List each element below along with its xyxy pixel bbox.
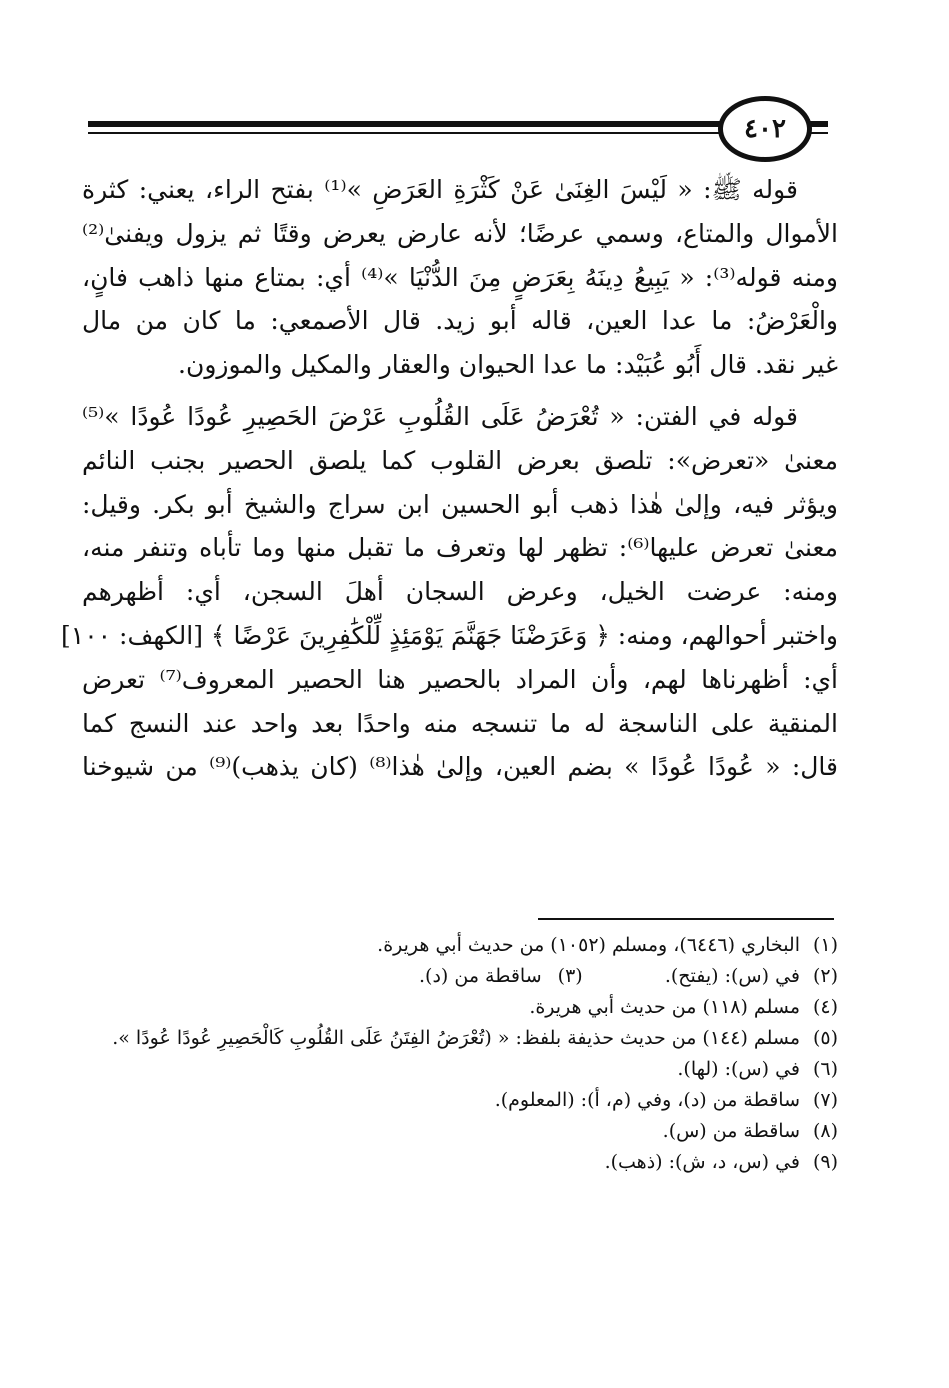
header-rule-thick [88, 121, 828, 127]
footnote-item [82, 961, 838, 992]
text-line: أي: أظهرناها لهم، وأن المراد بالحصير هنا الحصير المعروف⁽⁷⁾ تعرض [82, 664, 839, 694]
footnote-number: (١) [812, 934, 838, 956]
footnote-number: (٨) [812, 1120, 838, 1142]
footnote-item [82, 1085, 838, 1116]
main-text [61, 168, 839, 789]
footnote-text: البخاري (٦٤٤٦)، ومسلم (١٠٥٢) من حديث أبي هريرة. [377, 934, 800, 956]
text-line: ومنه: عرضت الخيل، وعرض السجان أهلَ السجن، أي: أظهرهم [82, 577, 838, 607]
footnotes [82, 930, 838, 1178]
footnote-separator [538, 918, 834, 920]
footnote-number: (٦) [812, 1058, 838, 1080]
footnote-item [82, 1116, 838, 1147]
footnote-number-inline: (٣) [557, 965, 583, 987]
text-line: واختبر أحوالهم، ومنه: ﴿ وَعَرَضْنَا جَهَنَّمَ يَوْمَئِذٍ لِّلْكَٰفِرِينَ عَرْضًا ﴾ [الكهف: ١٠٠] [61, 620, 838, 650]
text-line: غير نقد. قال أَبُو عُبَيْد: ما عدا الحيوان والعقار والمكيل والموزون. [178, 350, 838, 380]
text-line: ويؤثر فيه، وإلىٰ هٰذا ذهب أبو الحسين ابن سراج والشيخ أبو بكر. وقيل: [82, 489, 838, 519]
header-rule-thin [88, 132, 828, 134]
text-line: ومنه قوله⁽³⁾: « يَبِيعُ دِينَهُ بِعَرَضٍ مِنَ الدُّنْيَا »⁽⁴⁾ أي: بمتاع منها ذاهب فانٍ، [82, 262, 839, 292]
footnote-item [82, 1023, 838, 1054]
footnote-item [82, 1147, 838, 1178]
footnote-text: في (س، د، ش): (ذهب). [604, 1151, 800, 1173]
footnote-text: مسلم (١٤٤) من حديث حذيفة بلفظ: « (تُعْرَضُ الفِتَنُ عَلَى القُلُوبِ كَالْحَصِيرِ عُودًا عُودًا ». [112, 1027, 800, 1049]
page-number: ٤٠٢ [744, 114, 786, 144]
text-line: معنىٰ «تعرض»: تلصق بعرض القلوب كما يلصق الحصير بجنب النائم [82, 445, 838, 475]
footnote-text: ساقطة من (س). [662, 1120, 800, 1142]
text-line: قوله في الفتن: « تُعْرَضُ عَلَى القُلُوبِ عَرْضَ الحَصِيرِ عُودًا عُودًا »⁽⁵⁾ [82, 401, 798, 431]
footnote-number: (٩) [812, 1151, 838, 1173]
text-line: قال: « عُودًا عُودًا » بضم العين، وإلىٰ هٰذا⁽⁸⁾ (كان يذهب)⁽⁹⁾ من شيوخنا [82, 752, 838, 782]
footnote-text: في (س): (لها). [677, 1058, 800, 1080]
text-line: المنقية على الناسجة له ما تنسجه منه واحدًا بعد واحد عند النسج كما [82, 708, 838, 738]
page-number-badge [718, 96, 812, 162]
text-line: والْعَرْضُ: ما عدا العين، قاله أبو زيد. قال الأصمعي: ما كان من مال [82, 306, 838, 336]
footnote-number: (٧) [812, 1089, 838, 1111]
footnote-number: (٥) [812, 1027, 838, 1049]
footnote-text: ساقطة من (د)، وفي (م، أ): (المعلوم). [494, 1089, 800, 1111]
footnote-text [82, 961, 800, 992]
footnote-item [82, 1054, 838, 1085]
footnote-item [82, 992, 838, 1023]
text-line: قوله ﷺ: « لَيْسَ الغِنَىٰ عَنْ كَثْرَةِ العَرَضِ »⁽¹⁾ بفتح الراء، يعني: كثرة [82, 175, 798, 204]
footnote-text-part: في (س): (يفتح). [664, 965, 800, 987]
footnote-number: (٢) [812, 965, 838, 987]
footnote-text-part: ساقطة من (د). [419, 965, 542, 987]
footnote-item [82, 930, 838, 961]
footnote-text: مسلم (١١٨) من حديث أبي هريرة. [529, 996, 800, 1018]
footnote-number: (٤) [812, 996, 838, 1018]
text-line: الأموال والمتاع، وسمي عرضًا؛ لأنه عارض يعرض وقتًا ثم يزول ويفنىٰ⁽²⁾ [82, 218, 838, 248]
text-line: معنىٰ تعرض عليها⁽⁶⁾: تظهر لها وتعرف ما تقبل منها وما تأباه وتنفر منه، [82, 533, 838, 563]
